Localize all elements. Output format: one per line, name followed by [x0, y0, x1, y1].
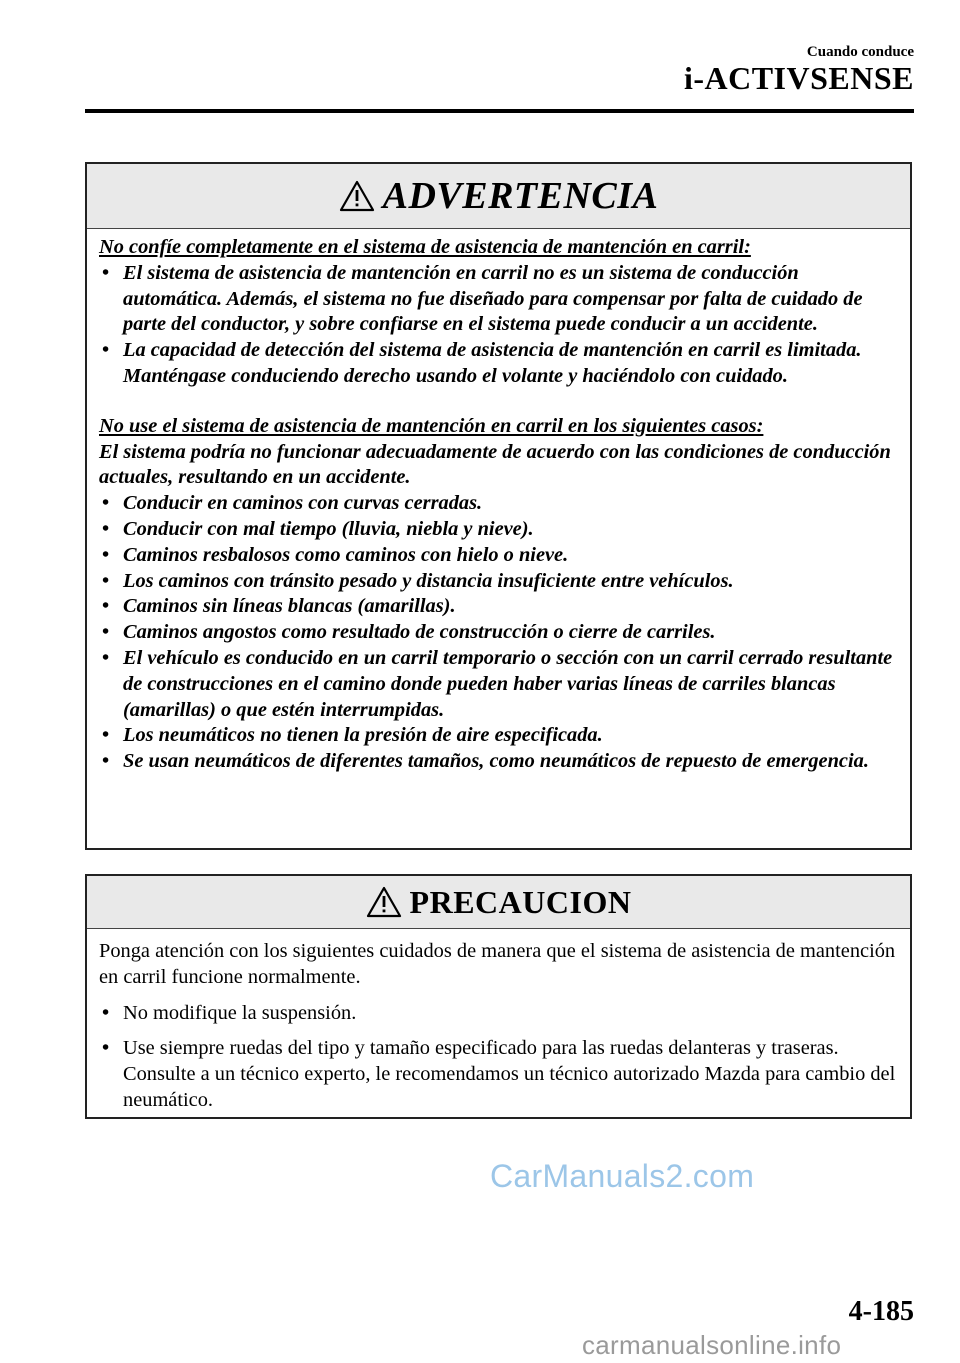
list-item: • Caminos angostos como resultado de construcción o cierre de carriles.: [99, 620, 898, 646]
warning-triangle-icon: [339, 180, 375, 212]
footer-site-text: carmanualsonline.info: [582, 1330, 842, 1360]
list-item: • La capacidad de detección del sistema de asistencia de mantención en carril es limitada. Manténgase conduciendo derecho usando el volante y haciéndolo con cuidado.: [99, 338, 898, 390]
list-item: • Se usan neumáticos de diferentes tamaños, como neumáticos de repuesto de emergencia.: [99, 749, 898, 775]
warning-box: [85, 162, 912, 850]
warning-title: ADVERTENCIA: [382, 175, 659, 217]
caution-title: PRECAUCION: [409, 883, 632, 920]
watermark-text: CarManuals2.com: [490, 1158, 755, 1194]
caution-list: [99, 1001, 898, 1114]
list-item: • No modifique la suspensión.: [99, 1001, 898, 1027]
page-number: 4-185: [848, 1296, 914, 1327]
list-item: • Los neumáticos no tienen la presión de aire especificada.: [99, 723, 898, 749]
caution-body: [87, 929, 910, 1114]
list-item: • Use siempre ruedas del tipo y tamaño especificado para las ruedas delanteras y traseras. Consulte a un técnico experto, le recomendamos un técnico autorizado Mazda para cambio del neumático.: [99, 1036, 898, 1113]
warning-list-1: [99, 261, 898, 390]
warning-heading-1: No confíe completamente en el sistema de asistencia de mantención en carril:: [99, 236, 751, 258]
caution-header: [87, 876, 910, 929]
warning-heading-2: No use el sistema de asistencia de mantención en carril en los siguientes casos:: [99, 414, 764, 437]
list-item: • Caminos sin líneas blancas (amarillas).: [99, 594, 898, 620]
caution-intro: Ponga atención con los siguientes cuidados de manera que el sistema de asistencia de mantención en carril funcione normalmente.: [99, 940, 896, 988]
list-item: • Caminos resbalosos como caminos con hielo o nieve.: [99, 543, 898, 569]
warning-body: [87, 229, 910, 775]
list-item: • El sistema de asistencia de mantención en carril no es un sistema de conducción automática. Además, el sistema no fue diseñado para compensar por falta de cuidado de parte del conductor, y sobre confiarse en el sistema puede conducir a un accidente.: [99, 261, 898, 338]
warning-list-2: [99, 491, 898, 775]
list-item: • Conducir con mal tiempo (lluvia, niebla y nieve).: [99, 517, 898, 543]
warning-triangle-icon: [366, 886, 402, 918]
list-item: • Los caminos con tránsito pesado y distancia insuficiente entre vehículos.: [99, 569, 898, 595]
warning-intro-2: El sistema podría no funcionar adecuadamente de acuerdo con las condiciones de conducción actuales, resultando en un accidente.: [99, 440, 891, 489]
warning-header: [87, 164, 910, 229]
list-item: • El vehículo es conducido en un carril temporario o sección con un carril cerrado resultante de construcciones en el camino donde pueden haber varias líneas de carriles blancas (amarillas) o que estén interrumpidas.: [99, 646, 898, 723]
header-section-label: Cuando conduce: [806, 44, 914, 60]
list-item: • Conducir en caminos con curvas cerradas.: [99, 491, 898, 517]
header-rule: [85, 109, 914, 113]
caution-box: [85, 874, 912, 1119]
header-title: i-ACTIVSENSE: [683, 60, 914, 96]
